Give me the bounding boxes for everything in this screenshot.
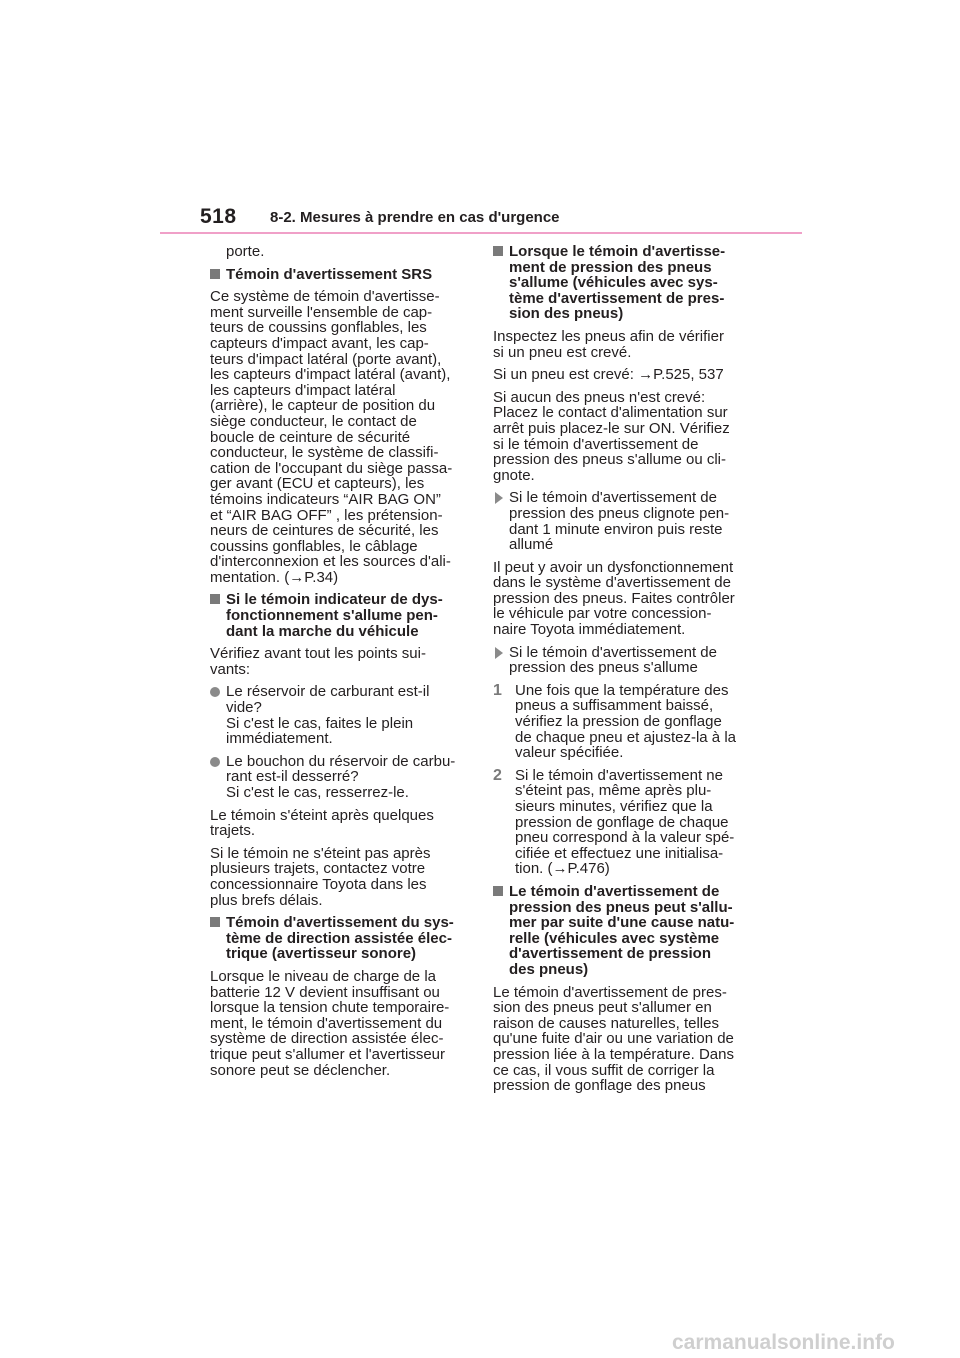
step-number: 2: [493, 766, 502, 784]
heading-text: Si le témoin indicateur de dys- fonctionnement s'allume pen- dant la marche du véhicule: [226, 591, 443, 640]
page-header: [200, 205, 802, 235]
paragraph-inspect-tires: Inspectez les pneus afin de vérifier si un pneu est crevé.: [493, 327, 724, 361]
square-bullet-icon: [493, 886, 503, 896]
heading-text: Témoin d'avertissement SRS: [226, 265, 433, 283]
step-number: 1: [493, 681, 502, 699]
list-item-fuel-tank: [210, 684, 468, 746]
step-text: Une fois que la température des pneus a suffisamment baissé, vérifiez la pression de gonflage de chaque pneu et ajustez-la à la valeur spécifiée.: [515, 681, 736, 762]
square-bullet-icon: [210, 594, 220, 604]
triangle-bullet-icon: [495, 647, 503, 659]
paragraph-no-flat: Si aucun des pneus n'est crevé: Placez le contact d'alimentation sur arrêt puis placez-le sur ON. Vérifiez si le témoin d'avertissement de pression des pneus s'allume ou cli- gnote.: [493, 388, 730, 484]
list-item-text: Le bouchon du réservoir de carbu- rant est-il desserré? Si c'est le cas, resserrez-le.: [226, 752, 456, 801]
case-item-text: Si le témoin d'avertissement de pression des pneus s'allume: [509, 643, 717, 677]
paragraph-check: Vérifiez avant tout les points sui- vants:: [210, 645, 426, 678]
heading-text: Lorsque le témoin d'avertisse- ment de pression des pneus s'allume (véhicules avec sys- tème d'avertissement de pres- sion des pneus): [509, 243, 726, 323]
paragraph-flat-tire-ref: Si un pneu est crevé: →P.525, 537: [493, 366, 724, 384]
square-bullet-icon: [493, 246, 503, 256]
square-bullet-icon: [210, 269, 220, 279]
case-item-on: [493, 645, 751, 676]
case-item-flashing: [493, 490, 751, 552]
paragraph-light-off: Le témoin s'éteint après quelques trajets.: [210, 806, 434, 840]
heading-eps-warning: [210, 915, 468, 962]
right-column: [493, 244, 751, 1101]
heading-srs-warning: [210, 267, 468, 283]
paragraph-continuation: porte.: [226, 243, 265, 260]
square-bullet-icon: [210, 917, 220, 927]
step-item-1: [493, 683, 751, 761]
paragraph-malfunction: Il peut y avoir un dysfonctionnement dans le système d'avertissement de pression des pneus. Faites contrôler le véhicule par votre concession- naire Toyota immédiatement.: [493, 558, 735, 639]
heading-tire-pressure-warning: [493, 244, 751, 322]
step-item-2: [493, 768, 751, 877]
paragraph-contact-dealer: Si le témoin ne s'éteint pas après plusieurs trajets, contactez votre concessionnaire Toyota dans les plus brefs délais.: [210, 844, 431, 909]
heading-malfunction-indicator: [210, 592, 468, 639]
case-item-text: Si le témoin d'avertissement de pression des pneus clignote pen- dant 1 minute environ puis reste allumé: [509, 489, 730, 554]
paragraph-eps: Lorsque le niveau de charge de la batterie 12 V devient insuffisant ou lorsque la tension chute temporaire- ment, le témoin d'avertissement du système de direction assistée élec- trique peut s'allumer et l'avertisseur sonore peut se déclencher.: [210, 967, 450, 1079]
paragraph-natural-cause: Le témoin d'avertissement de pres- sion des pneus peut s'allumer en raison de causes naturelles, telles qu'une fuite d'air ou une variation de pression liée à la température. Dans ce cas, il vous suffit de corriger la pression de gonflage des pneus: [493, 983, 734, 1095]
paragraph-srs: Ce système de témoin d'avertisse- ment surveille l'ensemble de cap- teurs de coussins gonflables, les capteurs d'impact avant, les cap- teurs d'impact latéral (porte avant), les capteurs d'impact latéral (avant), les capteurs d'impact latéral (arrière), le capteur de position du siège conducteur, le contact de boucle de ceinture de sécurité conducteur, le système de classifi- cation de l'occupant du siège passa- ger avant (ECU et capteurs), les témoins indicateurs “AIR BAG ON” et “AIR BAG OFF” , les prétension- neurs de ceintures de sécurité, les coussins gonflables, le câblage d'interconnexion et les sources d'ali- mentation. (→P.34): [210, 288, 453, 586]
heading-text: Témoin d'avertissement du sys- tème de direction assistée élec- trique (avertisseur sonore): [226, 914, 454, 963]
list-item-text: Le réservoir de carburant est-il vide? Si c'est le cas, faites le plein immédiatement.: [226, 683, 430, 748]
circle-bullet-icon: [210, 687, 220, 697]
circle-bullet-icon: [210, 757, 220, 767]
heading-natural-cause: [493, 884, 751, 978]
list-item-fuel-cap: [210, 754, 468, 801]
header-divider: [160, 232, 802, 234]
page-number: 518: [200, 205, 237, 228]
step-text: Si le témoin d'avertissement ne s'éteint pas, même après plu- sieurs minutes, vérifiez que la pression de gonflage de chaque pneu correspond à la valeur spé- cifiée et effectuez une initialisa- tion. (→P.476): [515, 766, 735, 878]
section-title: 8-2. Mesures à prendre en cas d'urgence: [270, 209, 560, 226]
triangle-bullet-icon: [495, 492, 503, 504]
left-column: [210, 244, 468, 1085]
heading-text: Le témoin d'avertissement de pression des pneus peut s'allu- mer par suite d'une cause natu- relle (véhicules avec système d'avertissement de pression des pneus): [509, 882, 735, 978]
watermark-text: carmanualsonline.info: [672, 1331, 895, 1354]
